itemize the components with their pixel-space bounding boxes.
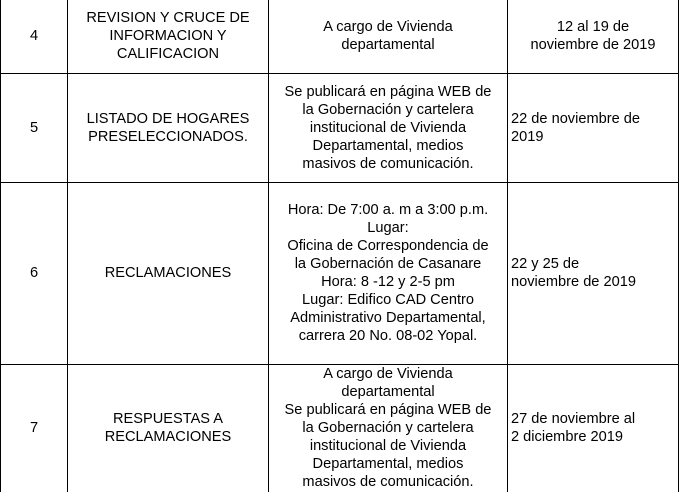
activity-line: PRESELECCIONADOS. <box>88 128 248 145</box>
date-line: noviembre de 2019 <box>511 274 636 290</box>
responsible-line: departamental <box>341 384 435 401</box>
responsible-cell <box>269 73 508 182</box>
responsible-line: masivos de comunicación. <box>302 474 474 491</box>
responsible-cell <box>269 364 508 492</box>
responsible-line: Se publicará en página WEB de <box>284 83 492 100</box>
activity-cell <box>68 182 269 364</box>
responsible-line: institucional de Vivienda <box>309 119 467 136</box>
activity-line: LISTADO DE HOGARES <box>86 110 250 127</box>
responsible-line: A cargo de Vivienda <box>323 366 453 383</box>
date-cell <box>508 73 679 182</box>
responsible-line: Hora: De 7:00 a. m a 3:00 p.m. <box>287 202 489 218</box>
date-line: 2019 <box>511 128 544 145</box>
activity-line: INFORMACION Y <box>109 28 227 45</box>
table-row <box>1 0 679 73</box>
responsible-line: Departamental, medios <box>312 137 464 154</box>
date-line: 12 al 19 de <box>556 19 630 36</box>
step-number-cell <box>1 364 68 492</box>
responsible-line: la Gobernación y cartelera <box>302 420 474 437</box>
activity-cell <box>68 73 269 182</box>
activity-line: CALIFICACION <box>116 46 220 63</box>
step-number-cell <box>1 0 68 73</box>
activity-line: RESPUESTAS A <box>112 411 224 428</box>
responsible-line: masivos de comunicación. <box>302 155 474 172</box>
table-row <box>1 73 679 182</box>
activity-cell <box>68 364 269 492</box>
responsible-line: departamental <box>341 37 435 54</box>
responsible-cell <box>269 182 508 364</box>
step-number: 6 <box>29 265 39 281</box>
responsible-line: Lugar: Edifico CAD Centro <box>302 292 474 308</box>
date-cell <box>508 364 679 492</box>
responsible-line: Se publicará en página WEB de <box>284 402 492 419</box>
responsible-line: la Gobernación y cartelera <box>302 101 474 118</box>
date-line: 27 de noviembre al <box>511 411 636 428</box>
date-line: noviembre de 2019 <box>530 37 656 54</box>
responsible-line: A cargo de Vivienda <box>323 19 453 36</box>
date-line: 22 de noviembre de <box>511 110 640 127</box>
activity-line: RECLAMACIONES <box>104 429 232 446</box>
date-cell <box>508 182 679 364</box>
table-row <box>1 182 679 364</box>
activity-line: REVISION Y CRUCE DE <box>86 10 250 27</box>
step-number: 4 <box>29 28 39 45</box>
activity-line: RECLAMACIONES <box>104 265 232 281</box>
activity-cell <box>68 0 269 73</box>
responsible-line: Administrativo Departamental, <box>290 310 486 326</box>
date-line: 2 diciembre 2019 <box>511 429 623 446</box>
responsible-line: Oficina de Correspondencia de <box>287 238 489 254</box>
responsible-line: carrera 20 No. 08-02 Yopal. <box>298 328 478 344</box>
step-number-cell <box>1 73 68 182</box>
responsible-line: Departamental, medios <box>312 456 464 473</box>
responsible-cell <box>269 0 508 73</box>
responsible-line: la Gobernación de Casanare <box>294 256 482 272</box>
step-number: 7 <box>29 420 39 437</box>
responsible-line: Hora: 8 -12 y 2-5 pm <box>321 274 455 290</box>
responsible-line: Lugar: <box>367 220 409 236</box>
step-number-cell <box>1 182 68 364</box>
date-line: 22 y 25 de <box>511 256 580 272</box>
responsible-line: institucional de Vivienda <box>309 438 467 455</box>
table-row <box>1 364 679 492</box>
step-number: 5 <box>29 119 39 136</box>
date-cell <box>508 0 679 73</box>
